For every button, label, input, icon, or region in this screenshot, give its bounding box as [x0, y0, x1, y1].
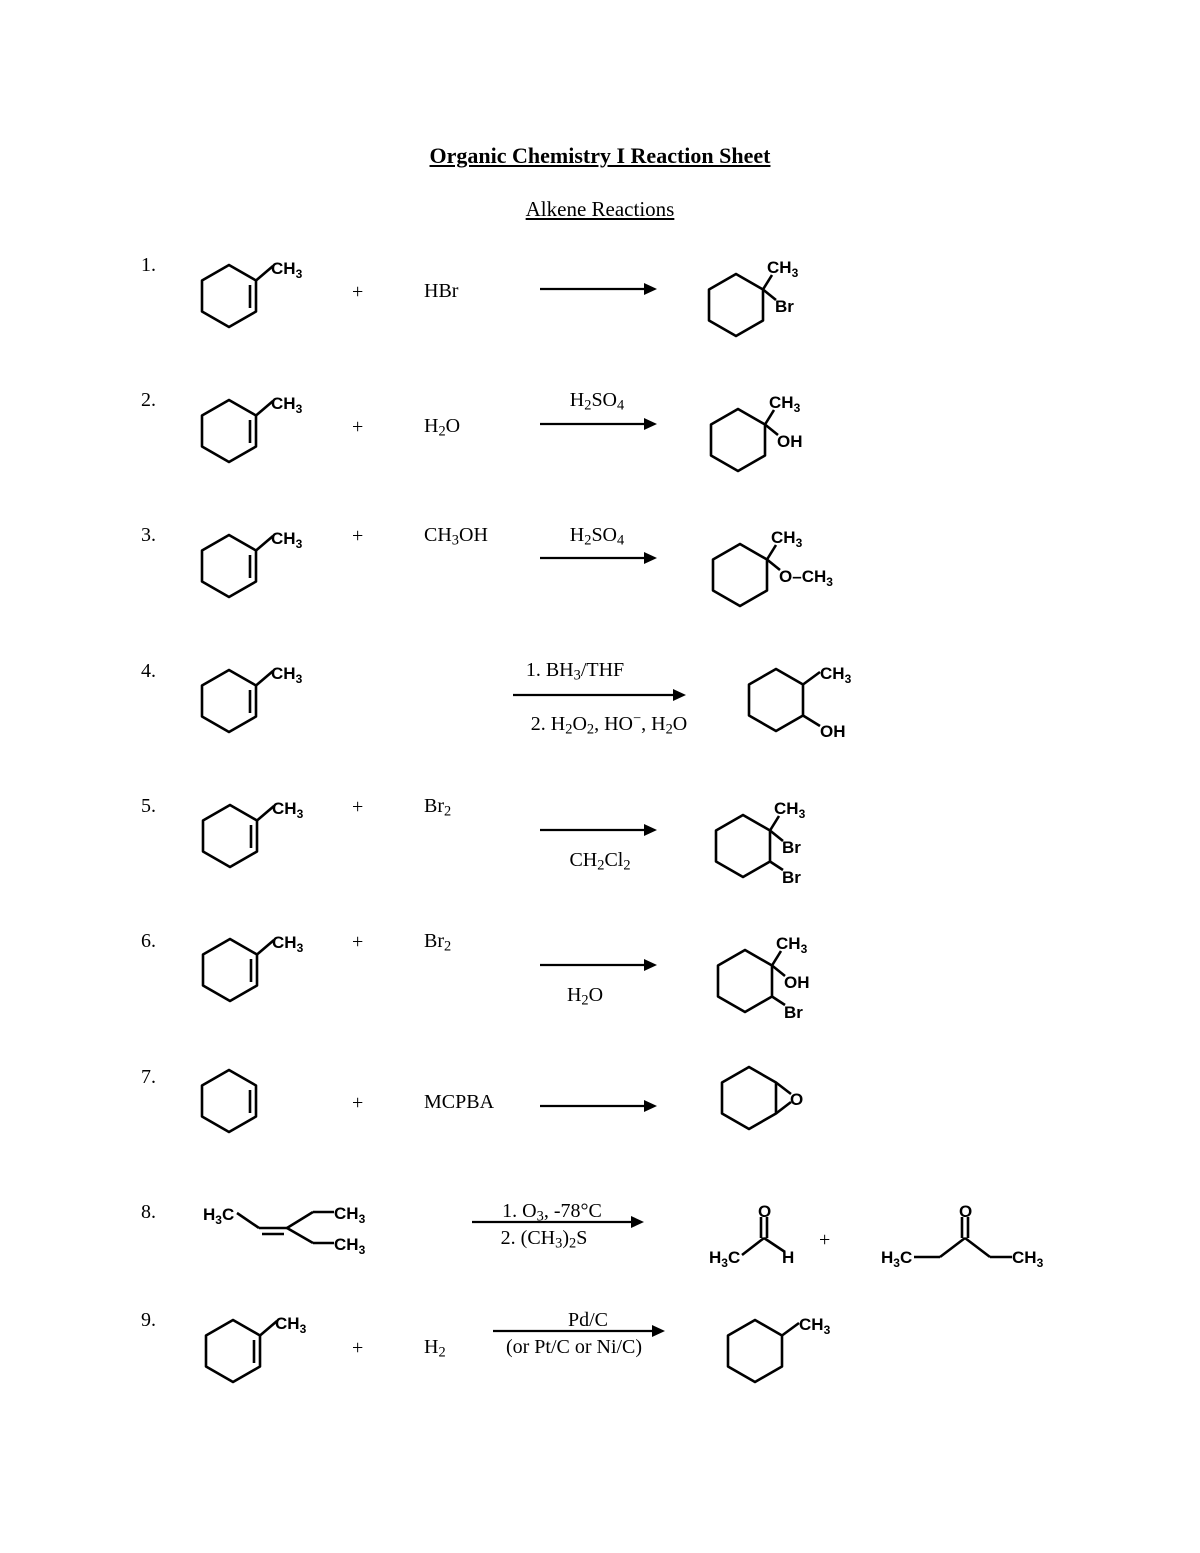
- atom-label: O: [790, 1090, 804, 1109]
- atom-label: $CH_3$: [334, 1235, 366, 1257]
- atom-label: $CH_3$: [799, 1315, 831, 1337]
- product-structure: [881, 1202, 1044, 1270]
- section-heading: Alkene Reactions: [525, 197, 675, 221]
- reagent: $Br_2$: [424, 930, 452, 955]
- alkene-structure: [203, 1204, 366, 1257]
- reagent: HBr: [424, 280, 459, 302]
- methylcyclohexene-structure: [202, 529, 303, 597]
- atom-label: $CH_3$: [776, 934, 808, 956]
- methylcyclohexene-structure: [202, 394, 303, 462]
- condition-step: 1. $BH_3$/THF: [525, 659, 625, 684]
- atom-label: H: [782, 1248, 795, 1267]
- methylcyclohexene-structure: [203, 799, 304, 867]
- condition-step: 1. $O_3$, -78°C: [502, 1200, 602, 1225]
- atom-label: Br: [782, 838, 801, 857]
- product-structure: [709, 258, 799, 336]
- page-title: Organic Chemistry I Reaction Sheet: [429, 143, 771, 168]
- reaction-number: 3.: [141, 524, 156, 546]
- plus-sign: +: [352, 525, 364, 547]
- reagent: MCPBA: [424, 1091, 495, 1113]
- plus-sign: +: [352, 931, 364, 953]
- atom-label: O: [959, 1202, 973, 1221]
- condition: Pd/C: [567, 1309, 609, 1331]
- plus-sign: +: [352, 281, 364, 303]
- atom-label: $CH_3$: [771, 528, 803, 550]
- atom-label: $CH_3$: [271, 259, 303, 281]
- atom-label: $CH_3$: [820, 664, 852, 686]
- atom-label: OH: [784, 973, 810, 992]
- reagent: $CH_3OH$: [424, 524, 488, 549]
- plus-sign: +: [352, 1092, 364, 1114]
- reaction-number: 4.: [141, 660, 156, 682]
- reaction-number: 9.: [141, 1309, 156, 1331]
- methylcyclohexene-structure: [206, 1314, 307, 1382]
- methylcyclohexene-structure: [202, 664, 303, 732]
- product-structure: [716, 799, 806, 887]
- reaction-number: 5.: [141, 795, 156, 817]
- condition-step: 2. $H_2O_2$, HO−, $H_2O$: [530, 710, 688, 738]
- reaction-number: 7.: [141, 1066, 156, 1088]
- condition: $H_2O$: [566, 984, 604, 1009]
- atom-label: OH: [777, 432, 803, 451]
- atom-label: $H_3C$: [709, 1248, 741, 1270]
- atom-label: Br: [775, 297, 794, 316]
- atom-label: OH: [820, 722, 846, 741]
- product-structure: [749, 664, 852, 741]
- atom-label: Br: [784, 1003, 803, 1022]
- product-structure: [709, 1202, 794, 1270]
- atom-label: $CH_3$: [769, 393, 801, 415]
- reagent: $H_2$: [424, 1336, 446, 1361]
- product-structure: [728, 1315, 831, 1382]
- atom-label: $CH_3$: [275, 1314, 307, 1336]
- atom-label: $CH_3$: [1012, 1248, 1044, 1270]
- atom-label: $CH_3$: [334, 1204, 366, 1226]
- atom-label: $H_3C$: [881, 1248, 913, 1270]
- reaction-number: 2.: [141, 389, 156, 411]
- plus-sign: +: [819, 1229, 831, 1251]
- reaction-number: 8.: [141, 1201, 156, 1223]
- atom-label: $CH_3$: [271, 529, 303, 551]
- atom-label: $CH_3$: [272, 933, 304, 955]
- reagent: $Br_2$: [424, 795, 452, 820]
- condition-step: 2. $(CH_3)_2S$: [500, 1227, 588, 1252]
- condition: (or Pt/C or Ni/C): [505, 1336, 643, 1358]
- atom-label: $CH_3$: [271, 664, 303, 686]
- condition: $H_2SO_4$: [569, 389, 625, 414]
- reagent: $H_2O$: [424, 415, 461, 440]
- methylcyclohexene-structure: [203, 933, 304, 1001]
- condition: $H_2SO_4$: [569, 524, 625, 549]
- methylcyclohexene-structure: [202, 259, 303, 327]
- plus-sign: +: [352, 416, 364, 438]
- reaction-number: 1.: [141, 254, 156, 276]
- atom-label: $CH_3$: [774, 799, 806, 821]
- cyclohexene-structure: [202, 1070, 256, 1132]
- product-structure: [722, 1067, 803, 1129]
- atom-label: $O-CH_3$: [779, 567, 833, 589]
- product-structure: [711, 393, 803, 471]
- plus-sign: +: [352, 796, 364, 818]
- atom-label: Br: [782, 868, 801, 887]
- atom-label: $CH_3$: [767, 258, 799, 280]
- atom-label: $CH_3$: [272, 799, 304, 821]
- product-structure: [713, 528, 833, 606]
- atom-label: $CH_3$: [271, 394, 303, 416]
- reaction-number: 6.: [141, 930, 156, 952]
- product-structure: [718, 934, 810, 1022]
- condition: $CH_2Cl_2$: [569, 849, 631, 874]
- atom-label: O: [758, 1202, 772, 1221]
- plus-sign: +: [352, 1337, 364, 1359]
- atom-label: $H_3C$: [203, 1205, 235, 1227]
